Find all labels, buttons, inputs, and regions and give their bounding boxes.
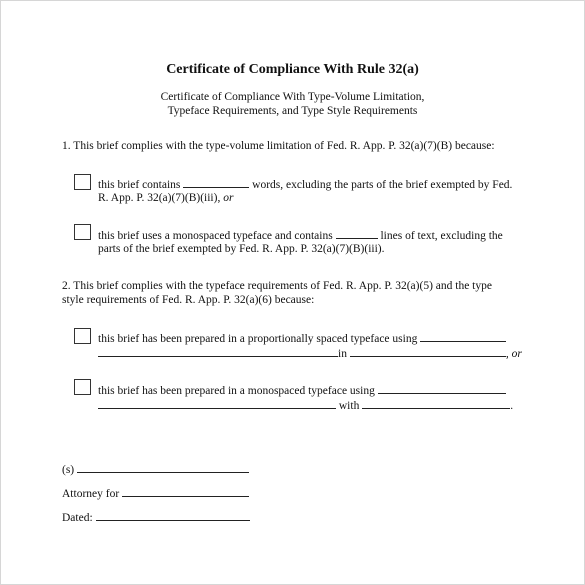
option-line-count-line-1: this brief uses a monospaced typeface and contains lines of text, excluding the [98,227,503,244]
proportional-version-field[interactable] [98,345,338,357]
option-monospaced-line-2: with . [98,397,513,414]
checkbox-word-count[interactable] [74,174,91,190]
section-2-heading-line-2: style requirements of Fed. R. App. P. 32(a)(6) because: [62,294,315,306]
monospaced-software-field[interactable] [378,382,506,394]
monospaced-typeface-field[interactable] [362,397,510,409]
dated-line: Dated: [62,509,250,526]
checkbox-monospaced-typeface[interactable] [74,379,91,395]
option-proportional-line-2: in , or [98,345,522,362]
attorney-for-line: Attorney for [62,485,249,502]
option-word-count-line-2: R. App. P. 32(a)(7)(B)(iii), or [98,192,234,204]
option-word-count-line-1: this brief contains words, excluding the parts of the brief exempted by Fed. [98,176,512,193]
checkbox-line-count[interactable] [74,224,91,240]
subtitle-line-2: Typeface Requirements, and Type Style Requirements [167,105,418,117]
attorney-for-field[interactable] [122,485,249,497]
option-line-count-line-2: parts of the brief exempted by Fed. R. App. P. 32(a)(7)(B)(iii). [98,243,385,255]
word-count-field[interactable] [183,176,249,188]
subtitle-line-1: Certificate of Compliance With Type-Volume Limitation, [160,91,425,103]
signature-line: (s) [62,461,249,478]
checkbox-proportional-typeface[interactable] [74,328,91,344]
option-proportional-line-1: this brief has been prepared in a proportionally spaced typeface using [98,330,506,347]
page-title: Certificate of Compliance With Rule 32(a) [166,62,419,77]
signature-field[interactable] [77,461,249,473]
proportional-software-field[interactable] [420,330,506,342]
option-monospaced-line-1: this brief has been prepared in a monospaced typeface using [98,382,506,399]
monospaced-version-field[interactable] [98,397,336,409]
proportional-typeface-field[interactable] [350,345,506,357]
section-1-heading: 1. This brief complies with the type-volume limitation of Fed. R. App. P. 32(a)(7)(B) because: [62,140,495,152]
line-count-field[interactable] [336,227,378,239]
dated-field[interactable] [96,509,250,521]
section-2-heading-line-1: 2. This brief complies with the typeface requirements of Fed. R. App. P. 32(a)(5) and the type [62,280,492,292]
